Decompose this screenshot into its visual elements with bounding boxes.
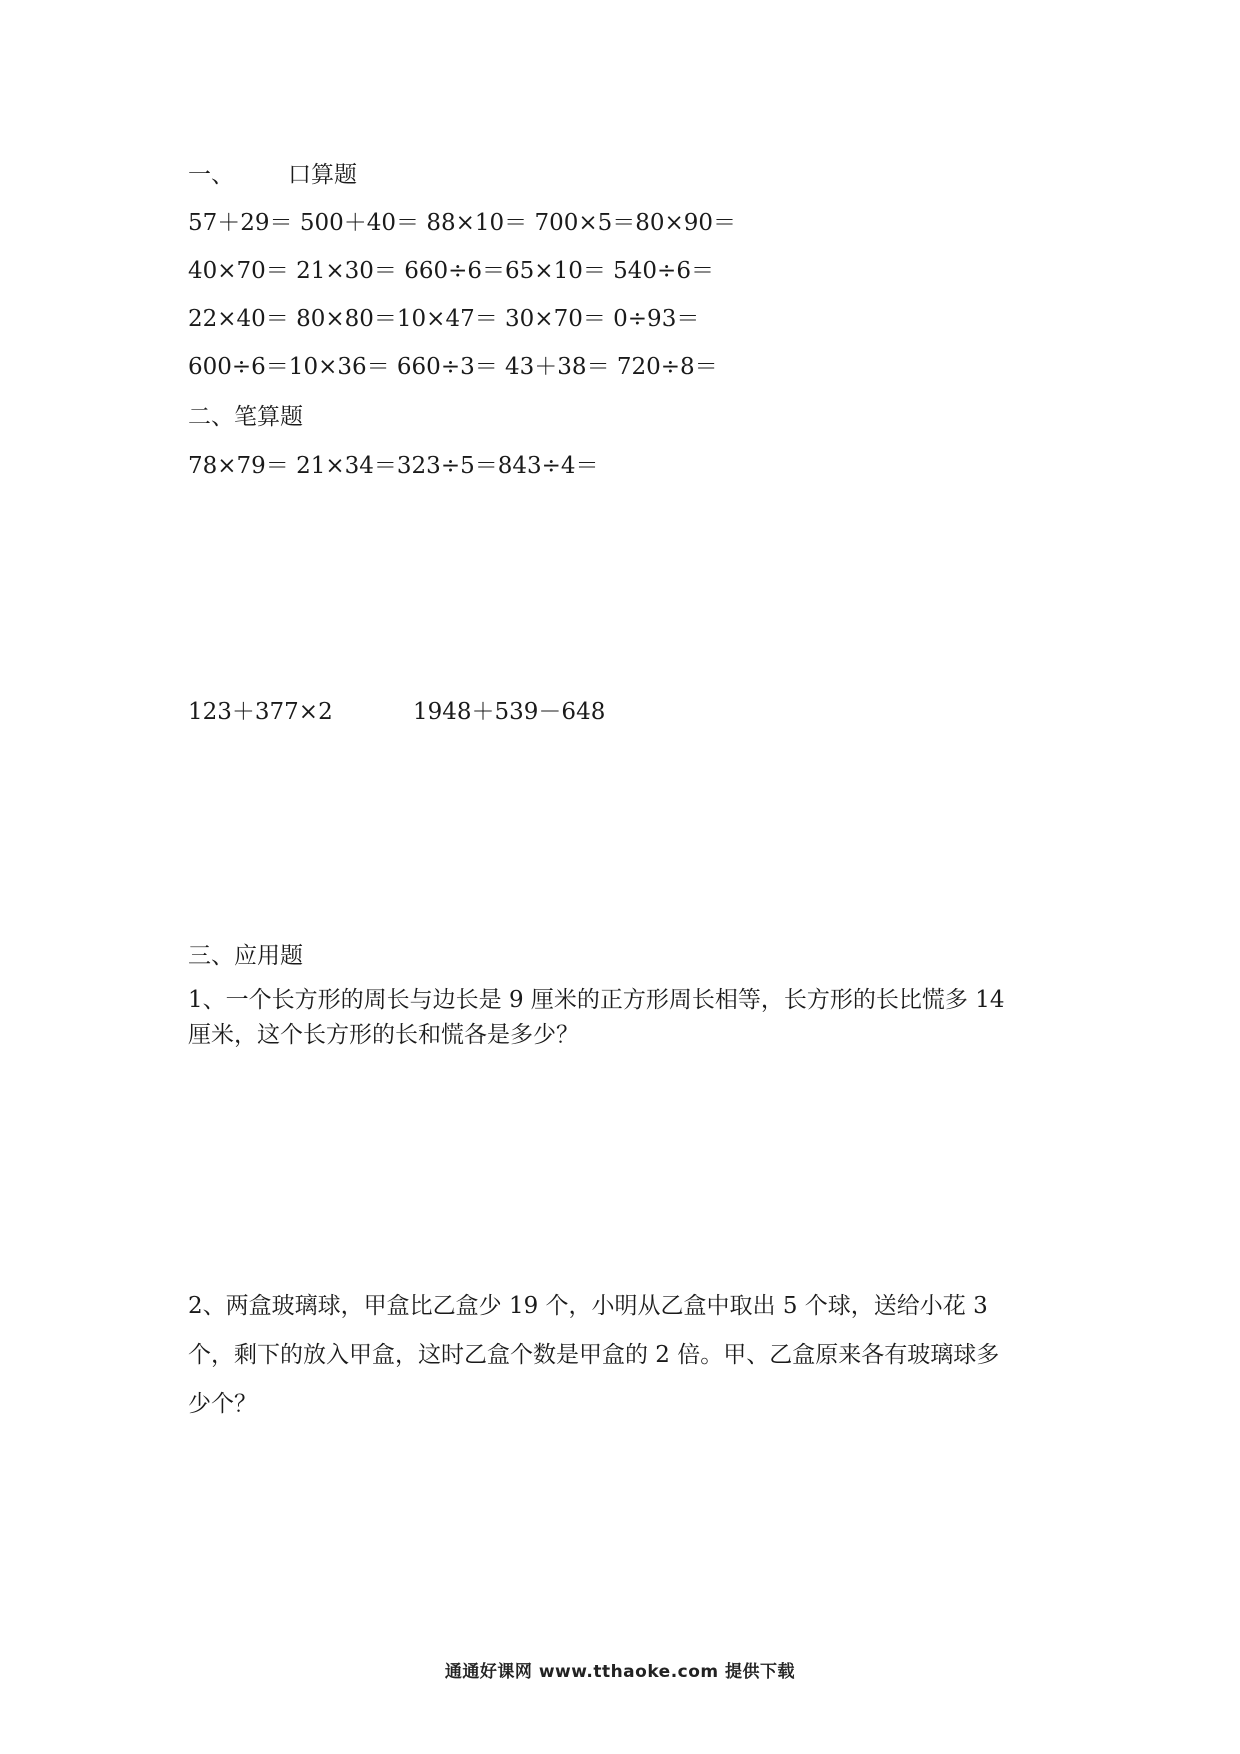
section-3-heading: 三、应用题 xyxy=(188,943,303,969)
question-1-line-1: 1、一个长方形的周长与边长是 9 厘米的正方形周长相等，长方形的长比慌多 14 xyxy=(188,987,1005,1013)
written-expr-b: 1948＋539－648 xyxy=(413,699,606,725)
question-1-line-2: 厘米，这个长方形的长和慌各是多少？ xyxy=(188,1022,579,1048)
oral-row-3: 22×40＝ 80×80＝10×47＝ 30×70＝ 0÷93＝ xyxy=(188,306,700,332)
question-2-line-3: 少个？ xyxy=(188,1391,257,1417)
section-1-number: 一、 xyxy=(188,162,234,188)
oral-row-2: 40×70＝ 21×30＝ 660÷6＝65×10＝ 540÷6＝ xyxy=(188,258,714,284)
section-1-heading xyxy=(188,160,357,190)
footer-credit: 通通好课网 www.tthaoke.com 提供下载 xyxy=(444,1662,796,1682)
question-2-line-2: 个，剩下的放入甲盒，这时乙盒个数是甲盒的 2 倍。甲、乙盒原来各有玻璃球多 xyxy=(188,1342,1000,1368)
written-expr-a: 123＋377×2 xyxy=(188,699,333,725)
written-row-1: 78×79＝ 21×34＝323÷5＝843÷4＝ xyxy=(188,453,599,479)
oral-row-1: 57＋29＝ 500＋40＝ 88×10＝ 700×5＝80×90＝ xyxy=(188,210,737,236)
question-2-line-1: 2、两盒玻璃球，甲盒比乙盒少 19 个，小明从乙盒中取出 5 个球，送给小花 3 xyxy=(188,1293,988,1319)
section-2-heading: 二、笔算题 xyxy=(188,404,303,430)
section-1-title: 口算题 xyxy=(288,162,357,188)
oral-row-4: 600÷6＝10×36＝ 660÷3＝ 43＋38＝ 720÷8＝ xyxy=(188,354,718,380)
